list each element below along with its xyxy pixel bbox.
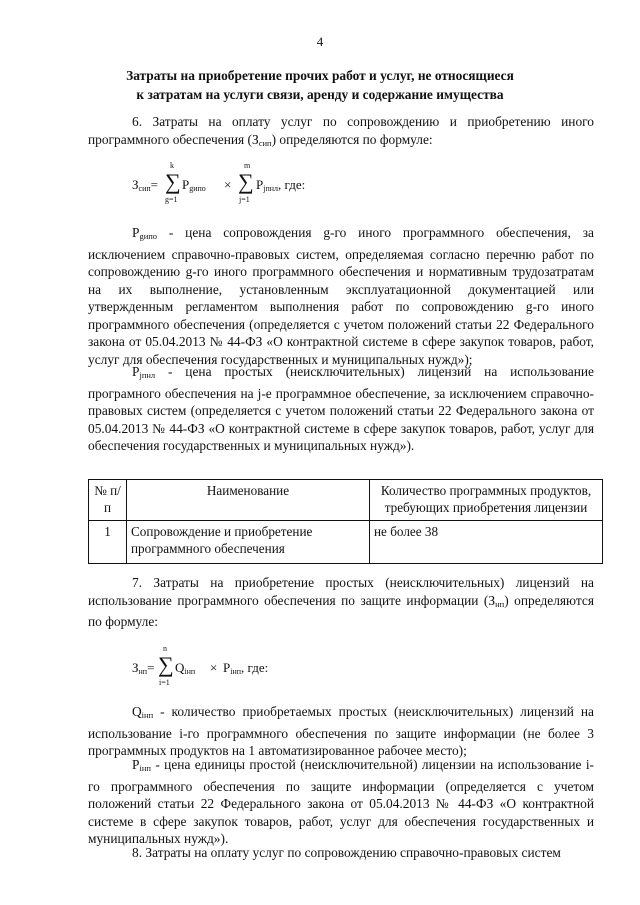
sigma-symbol: ∑ <box>158 652 174 677</box>
header-num: № п/п <box>89 480 127 521</box>
licenses-table <box>88 479 603 564</box>
section-heading <box>88 66 552 104</box>
definition-p-inp: $P_{iнп}$ - цена единицы простой (неисключительной) лицензии на использование i-го программного обеспечения по защите информации (определяется с учетом положений статьи 22 Федерального закона от 05.04.2013 № 44-ФЗ «О контрактной системе в сфере закупок товаров, работ, услуг для обеспечения государственных и муниципальных нужд»). <box>88 757 594 846</box>
sigma-symbol: ∑ <box>165 169 181 194</box>
header-qty: Количество программных продуктов, требующих приобретения лицензии <box>370 480 603 521</box>
sigma-symbol: ∑ <box>238 169 254 194</box>
cell-name: Сопровождение и приобретение программного обеспечения <box>127 521 370 564</box>
definition-q-inp: $Q_{iнп}$ - количество приобретаемых простых (неисключительных) лицензий на использование i-го программного обеспечения по защите информации (не более 3 программных продуктов на 1 автоматизированное рабочее место); <box>88 704 594 758</box>
cell-qty: не более 38 <box>370 521 603 564</box>
cell-num: 1 <box>89 521 127 564</box>
heading-line-2: к затратам на услуги связи, аренду и содержание имущества <box>136 87 504 102</box>
section-7-intro: 7. Затраты на приобретение простых (неисключительных) лицензий на использование программного обеспечения по защите информации $(З_{нп})$ определяются по формуле: <box>88 575 594 629</box>
section-6-intro: 6. Затраты на оплату услуг по сопровождению и приобретению иного программного обеспечения $(З_{сип})$ определяются по формуле: <box>88 114 594 148</box>
section-8-intro: 8. Затраты на оплату услуг по сопровождению справочно-правовых систем <box>132 845 561 860</box>
definition-p-jpnl: $P_{jпнл}$ - цена простых (неисключительных) лицензий на использование програмного обеспечения на j-е программное обеспечение, за исключением справочно-правовых систем (определяется с учетом положений статьи 22 Федерального закона от 05.04.2013 № 44-ФЗ «О контрактной системе в сфере закупок товаров, работ, услуг для обеспечения государственных и муниципальных нужд»). <box>88 364 594 453</box>
header-name: Наименование <box>127 480 370 521</box>
heading-line-1: Затраты на приобретение прочих работ и услуг, не относящиеся <box>126 68 514 83</box>
formula-sip: $З_{сип}=$ k ∑ g=1 $P_{gипо}$ × m ∑ j=1 $P_{jпнл}$, где: <box>132 161 306 204</box>
table-row <box>89 521 603 564</box>
formula-np: $З_{нп}=$ n ∑ i=1 $Q_{iнп}$ × $P_{iнп}$, где: <box>132 644 269 687</box>
definition-p-gipo: $P_{gипо}$ - цена сопровождения g-го иного программного обеспечения, за исключением справочно-правовых систем, определяемая согласно перечню работ по сопровождению g-го иного программного обеспечения и нормативным трудозатратам на их выполнение, установленным эксплуатационной документацией или утвержденным регламентом выполнения работ по сопровождению g-го иного программного обеспечения (определяется с учетом положений статьи 22 Федерального закона от 05.04.2013 № 44-ФЗ «О контрактной системе в сфере закупок товаров, работ, услуг для обеспечения государственных и муниципальных нужд»); <box>88 225 594 367</box>
table-header-row <box>89 480 603 521</box>
page-number: 4 <box>316 34 324 49</box>
